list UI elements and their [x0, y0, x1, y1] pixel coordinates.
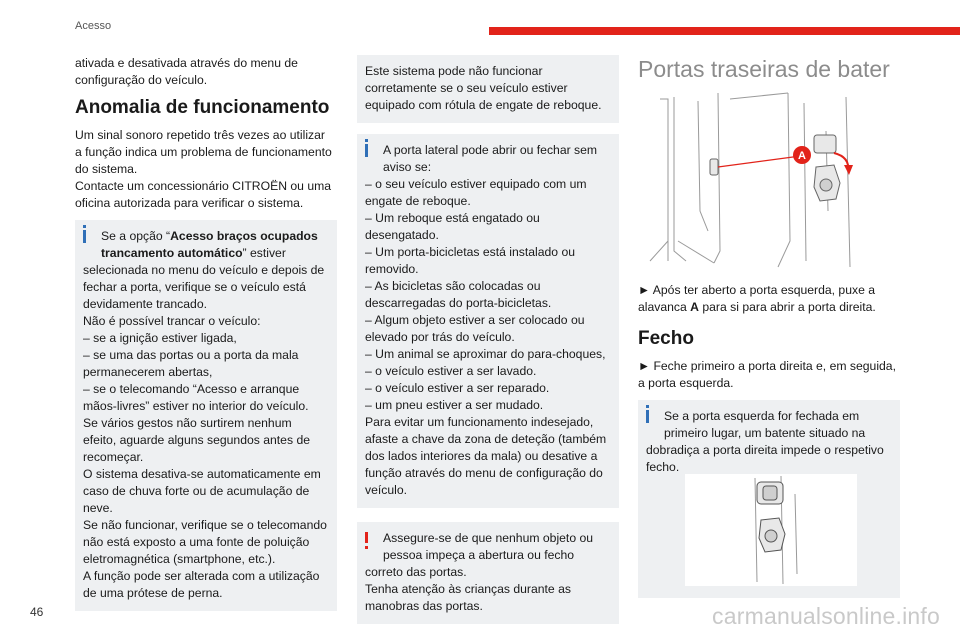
rear-door-lever-illustration — [638, 91, 900, 274]
info-icon — [646, 410, 649, 423]
running-header: Acesso — [75, 20, 112, 32]
column-1 — [75, 55, 337, 622]
info-note-box-closing: Se a porta esquerda for fechada em primeiro lugar, um batente situado na dobradiça a porta direita impede o respetivo fecho. — [638, 400, 900, 598]
info-note-box-side-door: A porta lateral pode abrir ou fechar sem aviso se: – o seu veículo estiver equipado com um engate de reboque. – Um reboque está engatado ou desengatado. – Um porta-bicicletas está instalado ou removido. – As bicicletas são colocadas ou descarregadas do porta-bicicletas. – Algum objeto estiver a ser colocado ou elevado por trás do veículo. – Um animal se aproximar do para-choques, – o veículo estiver a ser lavado. – o veículo estiver a ser reparado. – um pneu estiver a ser mudado. Para evitar um funcionamento indesejado, afaste a chave da zona de deteção (também dos lados interiores da mala) ou desative a função através do menu de configuração do veículo. — [357, 134, 619, 508]
tow-note-box: Este sistema pode não funcionar corretamente se o seu veículo estiver equipado com rótula de engate de reboque. — [357, 55, 619, 123]
section-title-rear-doors: Portas traseiras de bater — [638, 56, 890, 82]
header-accent-bar — [489, 27, 960, 35]
column-2 — [357, 55, 619, 635]
section-heading-anomaly: Anomalia de funcionamento — [75, 97, 330, 118]
info-icon — [83, 230, 86, 243]
step-close-doors: ► Feche primeiro a porta direita e, em seguida, a porta esquerda. — [638, 359, 896, 390]
callout-a-label: A — [798, 150, 806, 162]
warning-icon — [365, 532, 368, 543]
intro-paragraph: ativada e desativada através do menu de configuração do veículo. — [75, 56, 298, 87]
page-number: 46 — [30, 605, 44, 619]
warning-note-box: Assegure-se de que nenhum objeto ou pessoa impeça a abertura ou fecho correto das portas. Tenha atenção às crianças durante as manobras das portas. — [357, 522, 619, 624]
step-open-right-door: ► Após ter aberto a porta esquerda, puxe a alavanca A para si para abrir a porta direita. — [638, 283, 876, 314]
door-stop-illustration — [685, 474, 857, 586]
section-heading-closing: Fecho — [638, 328, 694, 349]
rear-door-lever-drawing — [638, 91, 868, 269]
anomaly-paragraph: Um sinal sonoro repetido três vezes ao utilizar a função indica um problema de funcionamento do sistema. Contacte um concessionário CITROËN ou uma oficina autorizada para verificar o sistema. — [75, 128, 332, 210]
info-note-box: Se a opção “Acesso braços ocupados trancamento automático” estiver selecionada no menu do veículo e depois de fechar a porta, verifique se o veículo está devidamente trancado. Não é possível trancar o veículo: – se a ignição estiver ligada, – se uma das portas ou a porta da mala permanecerem abertas, – se o telecomando “Acesso e arranque mãos-livres” estiver no interior do veículo. Se vários gestos não surtirem nenhum efeito, aguarde alguns segundos antes de recomeçar. O sistema desativa-se automaticamente em caso de chuva forte ou de acumulação de neve. Se não funcionar, verifique se o telecomando não está exposto a uma fonte de poluição eletromagnética (smartphone, etc.). A função pode ser alterada com a utilização de uma prótese de perna. — [75, 220, 337, 611]
info-icon — [365, 144, 368, 157]
column-3 — [638, 55, 900, 609]
watermark: carmanualsonline.info — [712, 603, 940, 629]
